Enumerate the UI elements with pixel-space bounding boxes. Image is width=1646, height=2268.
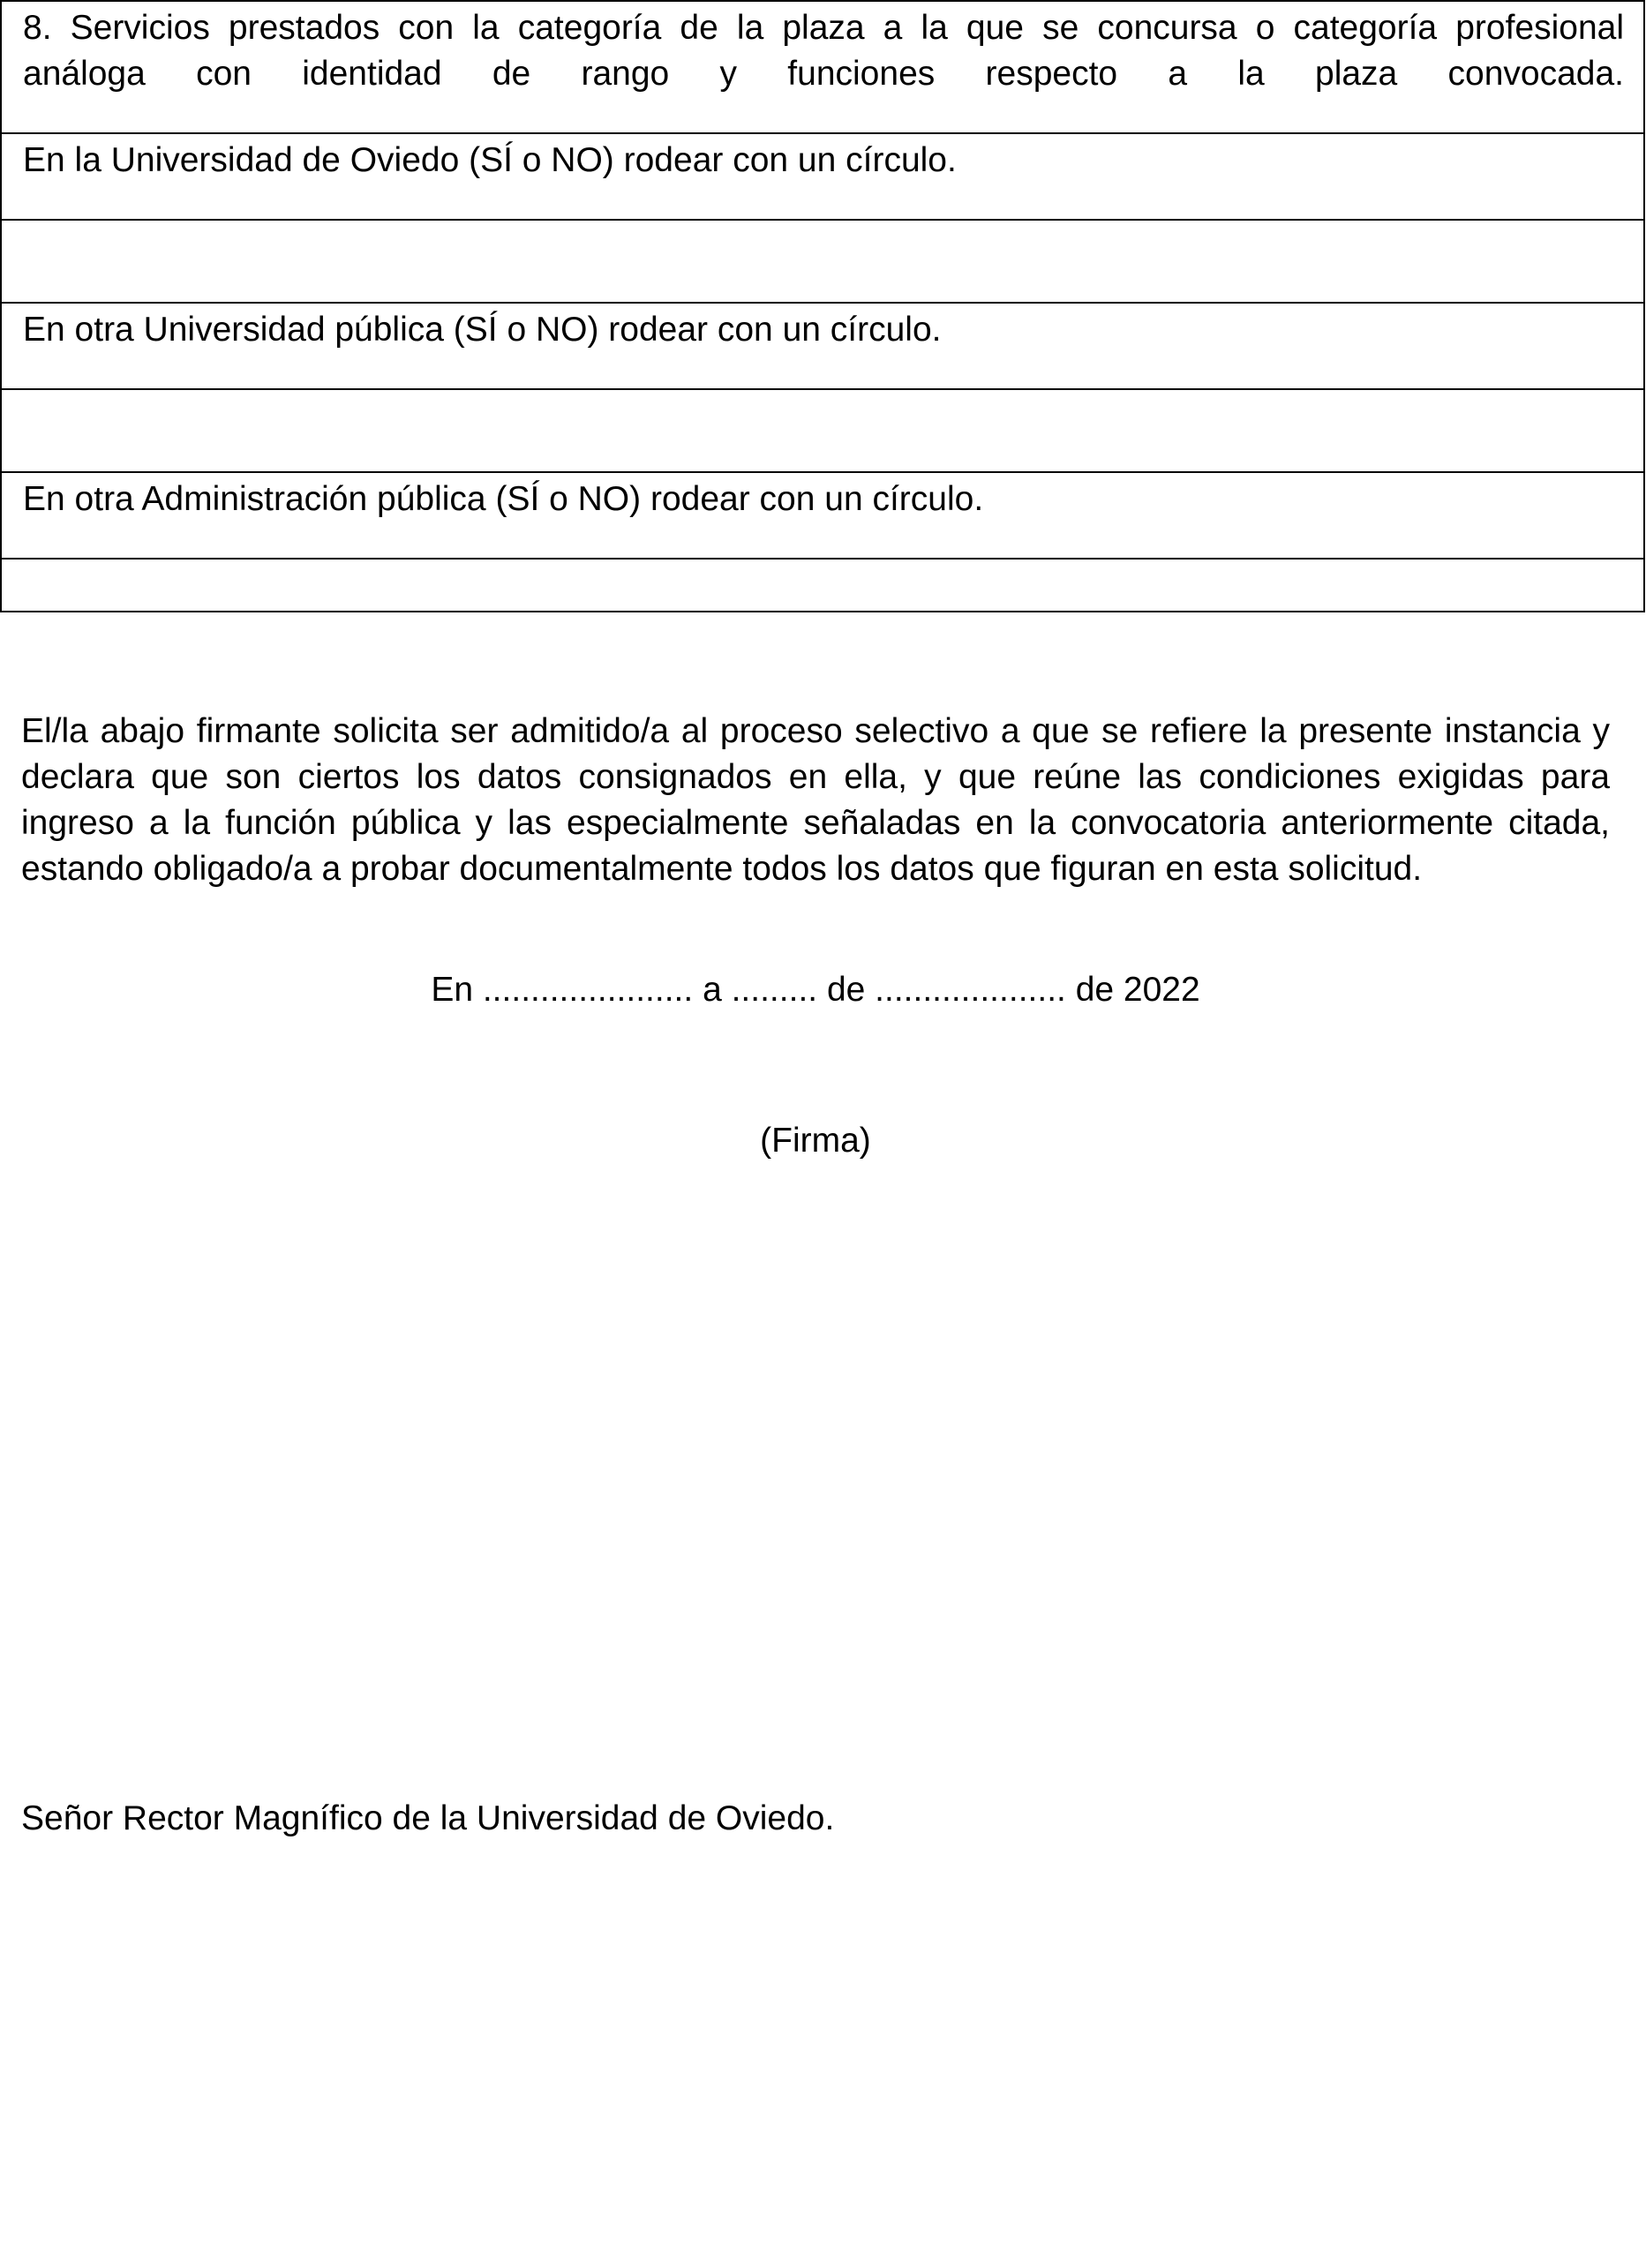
- table-row: [1, 220, 1644, 303]
- table-row: [1, 303, 1644, 389]
- table-row: [1, 559, 1644, 612]
- section-heading-line-1: 8. Servicios prestados con la categoría de la plaza a la que se concursa o categoría profesional: [23, 9, 1624, 47]
- other-public-administration-answer-field[interactable]: [1, 559, 1644, 612]
- other-public-university-label: En otra Universidad pública (SÍ o NO) rodear con un círculo.: [1, 303, 1644, 389]
- table-row: [1, 472, 1644, 559]
- table-row: [1, 133, 1644, 220]
- other-public-university-answer-field[interactable]: [1, 389, 1644, 472]
- table-row: [1, 389, 1644, 472]
- university-oviedo-answer-field[interactable]: [1, 220, 1644, 303]
- table-heading-row: [1, 1, 1644, 133]
- date-place-line[interactable]: En ...................... a ......... de .................... de 2022: [431, 971, 1200, 1009]
- university-oviedo-label: En la Universidad de Oviedo (SÍ o NO) rodear con un círculo.: [1, 133, 1644, 220]
- services-table: [0, 0, 1645, 612]
- table-heading-cell: [1, 1, 1644, 133]
- addressee-line: Señor Rector Magnífico de la Universidad de Oviedo.: [21, 1799, 835, 1837]
- section-heading-line-2: análoga con identidad de rango y funciones respecto a la plaza convocada.: [23, 55, 1624, 93]
- declaration-paragraph: El/la abajo firmante solicita ser admitido/a al proceso selectivo a que se refiere la presente instancia y declara que son ciertos los datos consignados en ella, y que reúne las condiciones exigidas para ingreso a la función pública y las especialmente señaladas en la convocatoria anteriormente citada, estando obligado/a a probar documentalmente todos los datos que figuran en esta solicitud.: [21, 712, 1610, 888]
- signature-label: (Firma): [760, 1122, 871, 1160]
- other-public-administration-label: En otra Administración pública (SÍ o NO) rodear con un círculo.: [1, 472, 1644, 559]
